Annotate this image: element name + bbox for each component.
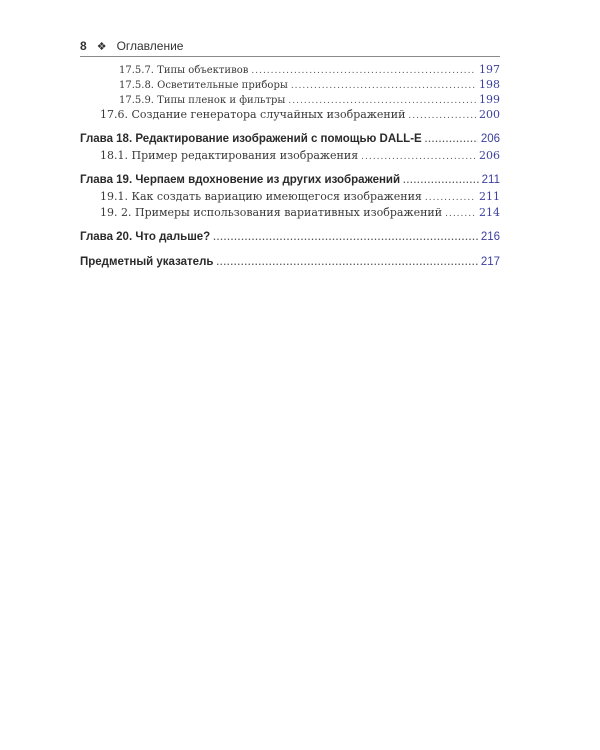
- ornament-diamond-icon: ❖: [96, 40, 107, 53]
- header-rule: [80, 56, 500, 57]
- dot-leader: [445, 206, 476, 222]
- toc-page-link[interactable]: 200: [479, 108, 500, 121]
- toc-entry-17-6[interactable]: [80, 107, 500, 123]
- toc-chapter-20[interactable]: [80, 228, 500, 246]
- dot-leader: [408, 108, 476, 124]
- toc-page-link[interactable]: 211: [481, 174, 500, 186]
- toc-entry-18-1[interactable]: [80, 148, 500, 164]
- dot-leader: [361, 149, 476, 165]
- toc-page-link[interactable]: 216: [480, 231, 500, 243]
- toc-page-link[interactable]: 199: [479, 93, 500, 106]
- dot-leader: [425, 130, 478, 148]
- toc-entry-title: 19.1. Как создать вариацию имеющегося изображения: [100, 190, 422, 203]
- toc-entry-17-5-8[interactable]: [80, 77, 500, 92]
- toc-entry-title: 19. 2. Примеры использования вариативных изображений: [100, 206, 443, 219]
- toc-chapter-title: Глава 19. Черпаем вдохновение из других изображений: [80, 174, 401, 186]
- dot-leader: [425, 190, 476, 206]
- toc-page-link[interactable]: 206: [480, 133, 500, 145]
- page-number: 8: [80, 39, 87, 53]
- table-of-contents: [80, 62, 500, 271]
- dot-leader: [251, 64, 476, 79]
- toc-subject-index[interactable]: [80, 253, 500, 271]
- toc-entry-17-5-7[interactable]: [80, 62, 500, 77]
- toc-page-link[interactable]: 198: [479, 78, 500, 91]
- toc-entry-title: 18.1. Пример редактирования изображения: [100, 149, 359, 162]
- toc-entry-title: 17.6. Создание генератора случайных изображений: [100, 108, 406, 121]
- toc-page-link[interactable]: 211: [479, 190, 500, 203]
- toc-entry-title: 17.5.8. Осветительные приборы: [119, 80, 288, 91]
- toc-chapter-18[interactable]: [80, 130, 500, 148]
- toc-page-link[interactable]: 217: [480, 256, 500, 268]
- toc-chapter-title: Глава 18. Редактирование изображений с помощью DALL-E: [80, 133, 422, 145]
- toc-entry-title: 17.5.7. Типы объективов: [119, 65, 249, 76]
- dot-leader: [216, 253, 477, 271]
- toc-entry-19-2[interactable]: [80, 205, 500, 221]
- running-title: Оглавление: [116, 39, 184, 53]
- toc-chapter-title: Глава 20. Что дальше?: [80, 231, 211, 243]
- page-header: [80, 38, 500, 54]
- dot-leader: [291, 79, 476, 94]
- toc-entry-17-5-9[interactable]: [80, 92, 500, 107]
- dot-leader: [213, 228, 478, 246]
- toc-chapter-title: Предметный указатель: [80, 256, 214, 268]
- toc-entry-title: 17.5.9. Типы пленок и фильтры: [119, 95, 286, 106]
- toc-entry-19-1[interactable]: [80, 189, 500, 205]
- toc-page-link[interactable]: 206: [479, 149, 500, 162]
- dot-leader: [403, 171, 479, 189]
- toc-chapter-19[interactable]: [80, 171, 500, 189]
- toc-page-link[interactable]: 197: [479, 63, 500, 76]
- toc-page-link[interactable]: 214: [479, 206, 500, 219]
